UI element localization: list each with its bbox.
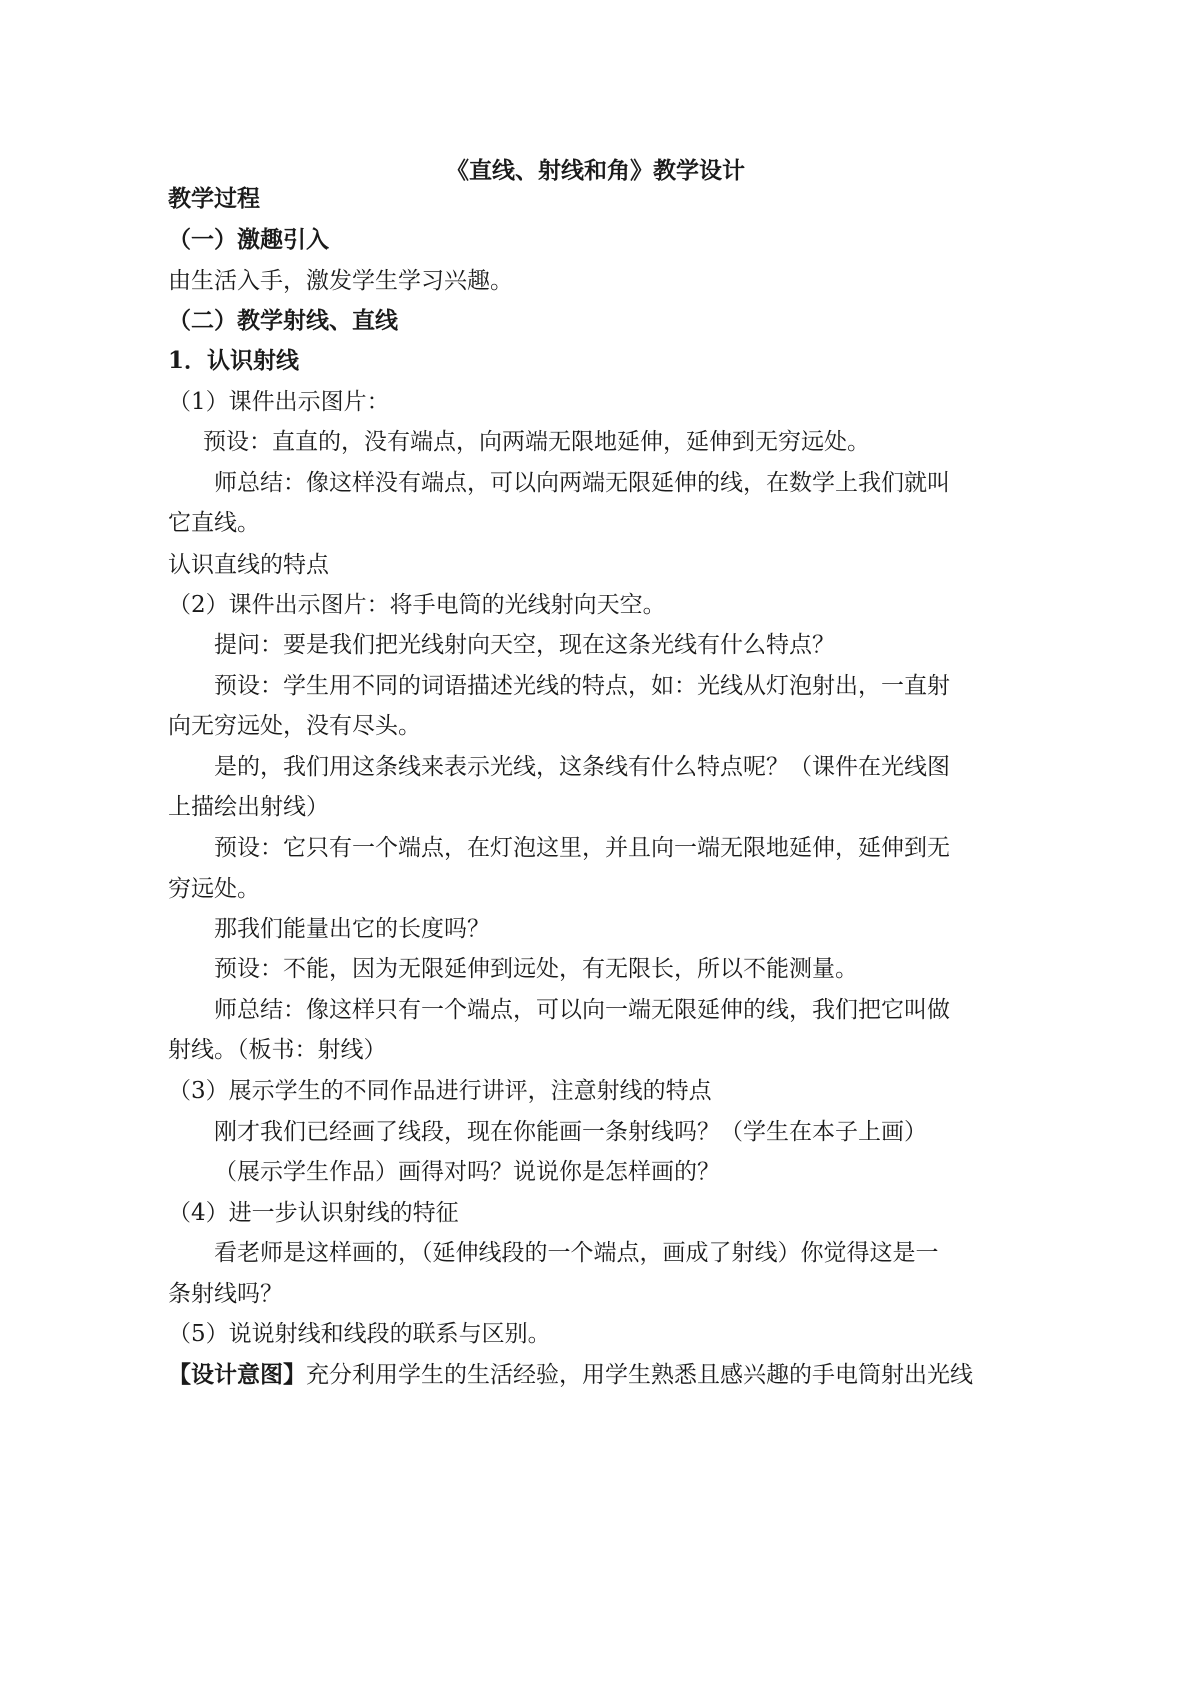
paragraph-1: （1）课件出示图片： — [168, 389, 390, 415]
paragraph-5: （2）课件出示图片：将手电筒的光线射向天空。 — [168, 592, 666, 618]
paragraph-11: 预设：不能，因为无限延伸到远处，有无限长，所以不能测量。 — [214, 956, 858, 982]
paragraph-18: （5）说说射线和线段的联系与区别。 — [168, 1321, 551, 1347]
paragraph-2: 预设：直直的，没有端点，向两端无限地延伸，延伸到无穷远处。 — [203, 429, 870, 455]
paragraph-17a: 看老师是这样画的，（延伸线段的一个端点，画成了射线）你觉得这是一 — [214, 1240, 939, 1266]
paragraph-9a: 预设：它只有一个端点，在灯泡这里，并且向一端无限地延伸，延伸到无 — [214, 835, 950, 861]
paragraph-3b: 它直线。 — [168, 510, 260, 536]
paragraph-6: 提问：要是我们把光线射向天空，现在这条光线有什么特点？ — [214, 632, 835, 658]
section-2-title: （二）教学射线、直线 — [168, 307, 398, 334]
paragraph-8a: 是的，我们用这条线来表示光线，这条线有什么特点呢？（课件在光线图 — [214, 754, 950, 780]
paragraph-10: 那我们能量出它的长度吗？ — [214, 916, 490, 942]
paragraph-13: （3）展示学生的不同作品进行讲评，注意射线的特点 — [168, 1078, 712, 1104]
design-intent-label: 【设计意图】 — [168, 1361, 306, 1388]
paragraph-15: （展示学生作品）画得对吗？说说你是怎样画的？ — [214, 1159, 720, 1185]
paragraph-3a: 师总结：像这样没有端点，可以向两端无限延伸的线，在数学上我们就叫 — [214, 470, 950, 496]
paragraph-7a: 预设：学生用不同的词语描述光线的特点，如：光线从灯泡射出，一直射 — [214, 673, 950, 699]
section-1-title: （一）激趣引入 — [168, 226, 329, 253]
paragraph-8b: 上描绘出射线） — [168, 794, 329, 820]
section-heading: 教学过程 — [168, 185, 260, 212]
doc-title: 《直线、射线和角》教学设计 — [446, 157, 745, 184]
subsection-1-title: 1．认识射线 — [168, 347, 300, 374]
paragraph-7b: 向无穷远处，没有尽头。 — [168, 713, 421, 739]
paragraph-4: 认识直线的特点 — [168, 552, 329, 578]
paragraph-17b: 条射线吗？ — [168, 1281, 283, 1307]
paragraph-19 — [168, 1360, 973, 1390]
paragraph-12a: 师总结：像这样只有一个端点，可以向一端无限延伸的线，我们把它叫做 — [214, 997, 950, 1023]
paragraph-14: 刚才我们已经画了线段，现在你能画一条射线吗？（学生在本子上画） — [214, 1119, 927, 1145]
paragraph-9b: 穷远处。 — [168, 876, 260, 902]
paragraph-16: （4）进一步认识射线的特征 — [168, 1200, 459, 1226]
design-intent-text: 充分利用学生的生活经验，用学生熟悉且感兴趣的手电筒射出光线 — [306, 1362, 973, 1388]
section-1-text: 由生活入手，激发学生学习兴趣。 — [168, 268, 513, 294]
paragraph-12b: 射线。（板书：射线） — [168, 1037, 387, 1063]
